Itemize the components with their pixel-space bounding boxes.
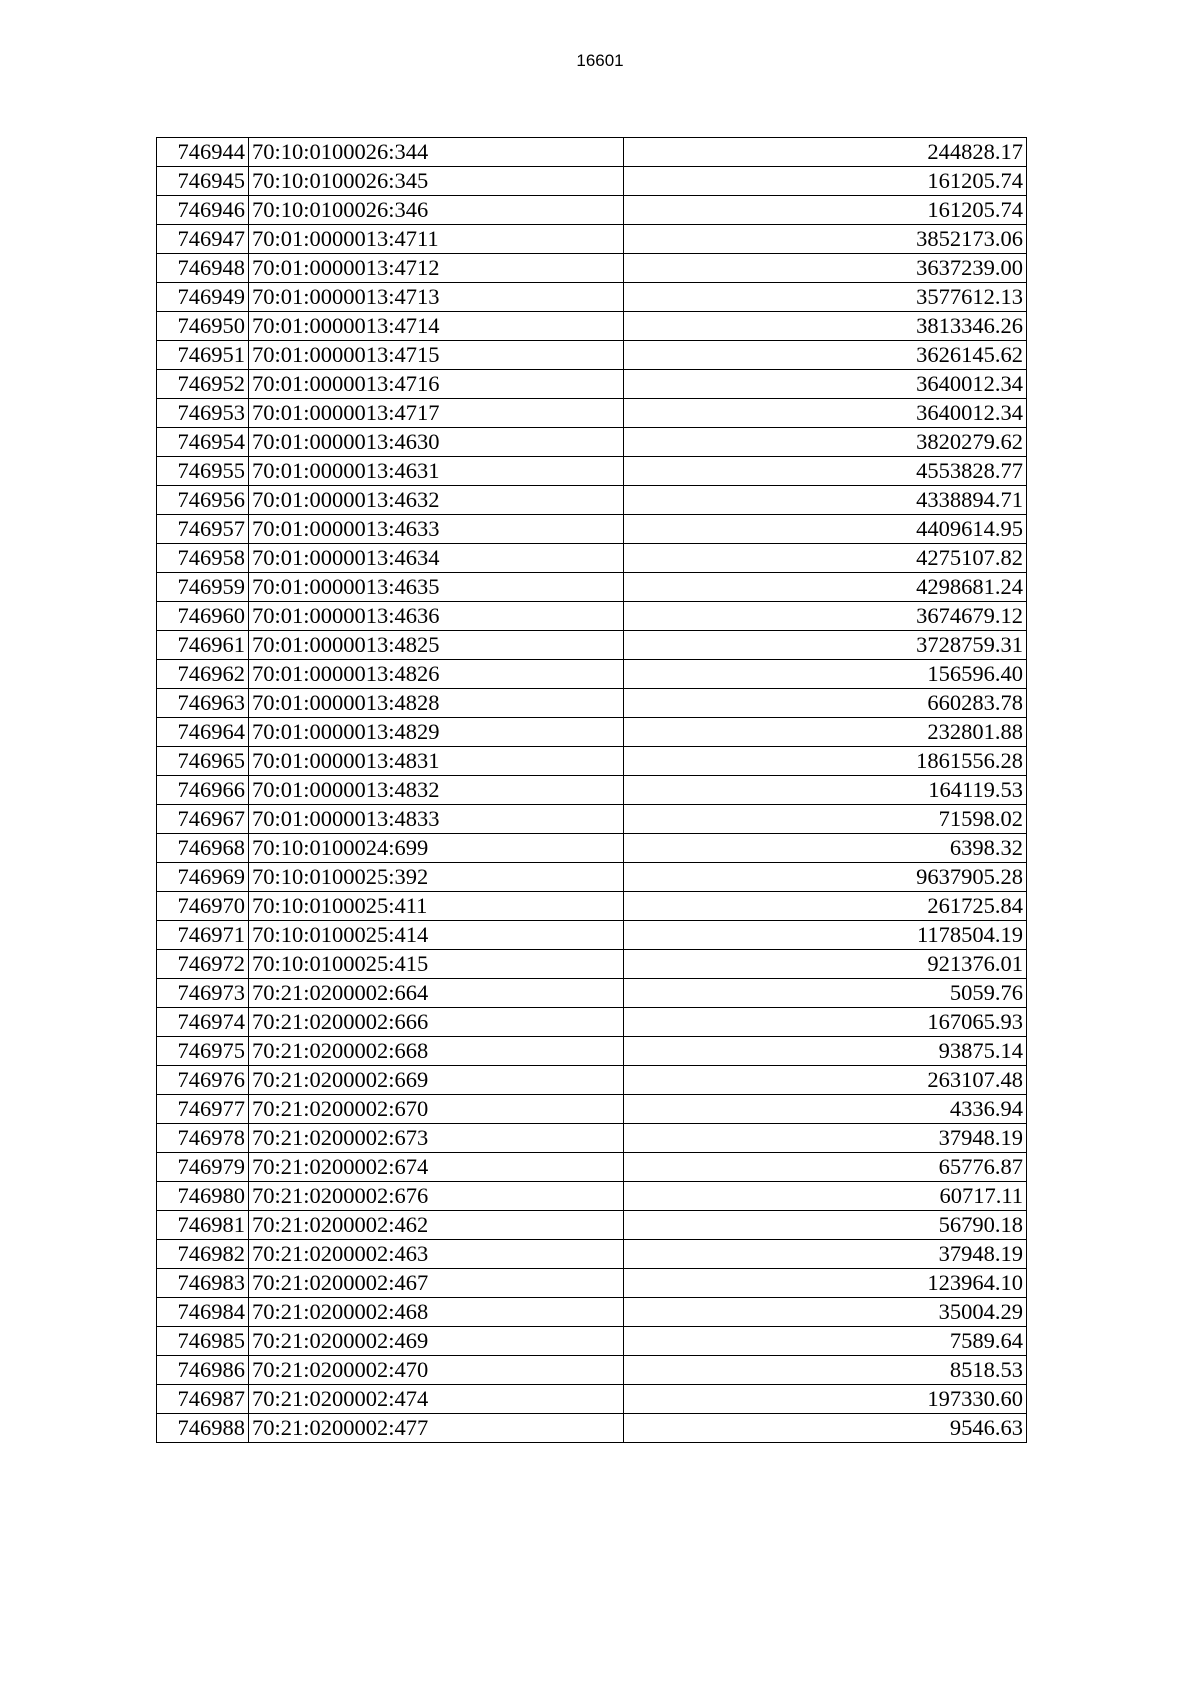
cadastral-number-cell: 70:01:0000013:4631 bbox=[249, 457, 624, 486]
table-row bbox=[157, 602, 1027, 631]
row-number-cell: 746956 bbox=[157, 486, 249, 515]
cadastral-value-cell: 3728759.31 bbox=[624, 631, 1027, 660]
cadastral-number-cell: 70:01:0000013:4717 bbox=[249, 399, 624, 428]
cadastral-number-cell: 70:21:0200002:670 bbox=[249, 1095, 624, 1124]
row-number-cell: 746948 bbox=[157, 254, 249, 283]
table-row bbox=[157, 457, 1027, 486]
cadastral-number-cell: 70:21:0200002:666 bbox=[249, 1008, 624, 1037]
row-number-cell: 746978 bbox=[157, 1124, 249, 1153]
table-row bbox=[157, 399, 1027, 428]
cadastral-value-cell: 164119.53 bbox=[624, 776, 1027, 805]
table-row bbox=[157, 718, 1027, 747]
table-row bbox=[157, 428, 1027, 457]
cadastral-value-cell: 1178504.19 bbox=[624, 921, 1027, 950]
row-number-cell: 746951 bbox=[157, 341, 249, 370]
cadastral-number-cell: 70:01:0000013:4828 bbox=[249, 689, 624, 718]
row-number-cell: 746982 bbox=[157, 1240, 249, 1269]
table-row bbox=[157, 1356, 1027, 1385]
cadastral-value-cell: 4409614.95 bbox=[624, 515, 1027, 544]
row-number-cell: 746947 bbox=[157, 225, 249, 254]
table-row bbox=[157, 544, 1027, 573]
cadastral-number-cell: 70:21:0200002:474 bbox=[249, 1385, 624, 1414]
row-number-cell: 746965 bbox=[157, 747, 249, 776]
row-number-cell: 746983 bbox=[157, 1269, 249, 1298]
cadastral-number-cell: 70:01:0000013:4829 bbox=[249, 718, 624, 747]
row-number-cell: 746975 bbox=[157, 1037, 249, 1066]
row-number-cell: 746972 bbox=[157, 950, 249, 979]
cadastral-number-cell: 70:21:0200002:468 bbox=[249, 1298, 624, 1327]
table-row bbox=[157, 1008, 1027, 1037]
cadastral-value-cell: 263107.48 bbox=[624, 1066, 1027, 1095]
row-number-cell: 746964 bbox=[157, 718, 249, 747]
cadastral-value-cell: 93875.14 bbox=[624, 1037, 1027, 1066]
cadastral-number-cell: 70:10:0100025:392 bbox=[249, 863, 624, 892]
cadastral-number-cell: 70:21:0200002:669 bbox=[249, 1066, 624, 1095]
table-row bbox=[157, 341, 1027, 370]
table-row bbox=[157, 254, 1027, 283]
row-number-cell: 746954 bbox=[157, 428, 249, 457]
cadastral-number-cell: 70:01:0000013:4712 bbox=[249, 254, 624, 283]
table-row bbox=[157, 660, 1027, 689]
cadastral-value-cell: 7589.64 bbox=[624, 1327, 1027, 1356]
cadastral-value-cell: 56790.18 bbox=[624, 1211, 1027, 1240]
cadastral-value-cell: 65776.87 bbox=[624, 1153, 1027, 1182]
row-number-cell: 746952 bbox=[157, 370, 249, 399]
row-number-cell: 746988 bbox=[157, 1414, 249, 1443]
row-number-cell: 746987 bbox=[157, 1385, 249, 1414]
row-number-cell: 746969 bbox=[157, 863, 249, 892]
cadastral-value-cell: 4553828.77 bbox=[624, 457, 1027, 486]
table-row bbox=[157, 979, 1027, 1008]
table-row bbox=[157, 747, 1027, 776]
row-number-cell: 746986 bbox=[157, 1356, 249, 1385]
cadastral-number-cell: 70:21:0200002:676 bbox=[249, 1182, 624, 1211]
table-row bbox=[157, 1037, 1027, 1066]
table-row bbox=[157, 950, 1027, 979]
cadastral-number-cell: 70:01:0000013:4714 bbox=[249, 312, 624, 341]
cadastral-number-cell: 70:01:0000013:4715 bbox=[249, 341, 624, 370]
cadastral-value-cell: 6398.32 bbox=[624, 834, 1027, 863]
cadastral-number-cell: 70:21:0200002:470 bbox=[249, 1356, 624, 1385]
cadastral-number-cell: 70:21:0200002:668 bbox=[249, 1037, 624, 1066]
cadastral-number-cell: 70:01:0000013:4630 bbox=[249, 428, 624, 457]
cadastral-number-cell: 70:01:0000013:4634 bbox=[249, 544, 624, 573]
cadastral-number-cell: 70:01:0000013:4716 bbox=[249, 370, 624, 399]
table-row bbox=[157, 921, 1027, 950]
row-number-cell: 746970 bbox=[157, 892, 249, 921]
cadastral-value-cell: 660283.78 bbox=[624, 689, 1027, 718]
cadastral-value-cell: 261725.84 bbox=[624, 892, 1027, 921]
cadastral-value-cell: 161205.74 bbox=[624, 196, 1027, 225]
cadastral-number-cell: 70:01:0000013:4711 bbox=[249, 225, 624, 254]
table-row bbox=[157, 515, 1027, 544]
table-row bbox=[157, 1182, 1027, 1211]
cadastral-number-cell: 70:21:0200002:467 bbox=[249, 1269, 624, 1298]
row-number-cell: 746963 bbox=[157, 689, 249, 718]
row-number-cell: 746958 bbox=[157, 544, 249, 573]
table-row bbox=[157, 1095, 1027, 1124]
row-number-cell: 746945 bbox=[157, 167, 249, 196]
table-row bbox=[157, 1153, 1027, 1182]
cadastral-value-cell: 9546.63 bbox=[624, 1414, 1027, 1443]
cadastral-number-cell: 70:10:0100025:414 bbox=[249, 921, 624, 950]
table-row bbox=[157, 689, 1027, 718]
cadastral-value-cell: 3640012.34 bbox=[624, 399, 1027, 428]
cadastral-value-cell: 921376.01 bbox=[624, 950, 1027, 979]
table-row bbox=[157, 892, 1027, 921]
table-row bbox=[157, 863, 1027, 892]
cadastral-value-cell: 8518.53 bbox=[624, 1356, 1027, 1385]
cadastral-number-cell: 70:21:0200002:463 bbox=[249, 1240, 624, 1269]
table-row bbox=[157, 1269, 1027, 1298]
cadastral-number-cell: 70:10:0100026:344 bbox=[249, 138, 624, 167]
row-number-cell: 746984 bbox=[157, 1298, 249, 1327]
cadastral-value-cell: 3820279.62 bbox=[624, 428, 1027, 457]
row-number-cell: 746971 bbox=[157, 921, 249, 950]
cadastral-number-cell: 70:21:0200002:664 bbox=[249, 979, 624, 1008]
row-number-cell: 746979 bbox=[157, 1153, 249, 1182]
cadastral-value-cell: 3852173.06 bbox=[624, 225, 1027, 254]
cadastral-value-cell: 5059.76 bbox=[624, 979, 1027, 1008]
cadastral-value-cell: 3640012.34 bbox=[624, 370, 1027, 399]
table-row bbox=[157, 834, 1027, 863]
row-number-cell: 746974 bbox=[157, 1008, 249, 1037]
table-row bbox=[157, 486, 1027, 515]
cadastral-value-cell: 161205.74 bbox=[624, 167, 1027, 196]
cadastral-value-cell: 37948.19 bbox=[624, 1240, 1027, 1269]
cadastral-value-cell: 167065.93 bbox=[624, 1008, 1027, 1037]
table-row bbox=[157, 1298, 1027, 1327]
row-number-cell: 746980 bbox=[157, 1182, 249, 1211]
row-number-cell: 746967 bbox=[157, 805, 249, 834]
table-row bbox=[157, 776, 1027, 805]
cadastral-value-table bbox=[156, 137, 1027, 1443]
cadastral-number-cell: 70:01:0000013:4632 bbox=[249, 486, 624, 515]
row-number-cell: 746966 bbox=[157, 776, 249, 805]
cadastral-number-cell: 70:21:0200002:477 bbox=[249, 1414, 624, 1443]
cadastral-number-cell: 70:01:0000013:4833 bbox=[249, 805, 624, 834]
cadastral-value-cell: 1861556.28 bbox=[624, 747, 1027, 776]
row-number-cell: 746968 bbox=[157, 834, 249, 863]
table-row bbox=[157, 370, 1027, 399]
row-number-cell: 746950 bbox=[157, 312, 249, 341]
cadastral-value-cell: 197330.60 bbox=[624, 1385, 1027, 1414]
table-row bbox=[157, 167, 1027, 196]
cadastral-value-cell: 156596.40 bbox=[624, 660, 1027, 689]
row-number-cell: 746977 bbox=[157, 1095, 249, 1124]
table-row bbox=[157, 283, 1027, 312]
row-number-cell: 746976 bbox=[157, 1066, 249, 1095]
table-body bbox=[157, 138, 1027, 1443]
cadastral-number-cell: 70:10:0100025:411 bbox=[249, 892, 624, 921]
cadastral-value-cell: 60717.11 bbox=[624, 1182, 1027, 1211]
table-row bbox=[157, 312, 1027, 341]
cadastral-number-cell: 70:01:0000013:4636 bbox=[249, 602, 624, 631]
cadastral-number-cell: 70:21:0200002:674 bbox=[249, 1153, 624, 1182]
cadastral-number-cell: 70:10:0100026:346 bbox=[249, 196, 624, 225]
row-number-cell: 746957 bbox=[157, 515, 249, 544]
table-row bbox=[157, 225, 1027, 254]
cadastral-number-cell: 70:21:0200002:673 bbox=[249, 1124, 624, 1153]
cadastral-number-cell: 70:01:0000013:4633 bbox=[249, 515, 624, 544]
cadastral-value-cell: 232801.88 bbox=[624, 718, 1027, 747]
cadastral-number-cell: 70:10:0100025:415 bbox=[249, 950, 624, 979]
row-number-cell: 746953 bbox=[157, 399, 249, 428]
table-row bbox=[157, 1385, 1027, 1414]
table-row bbox=[157, 196, 1027, 225]
cadastral-value-cell: 3813346.26 bbox=[624, 312, 1027, 341]
cadastral-value-cell: 4336.94 bbox=[624, 1095, 1027, 1124]
cadastral-value-cell: 4338894.71 bbox=[624, 486, 1027, 515]
row-number-cell: 746981 bbox=[157, 1211, 249, 1240]
cadastral-value-cell: 3626145.62 bbox=[624, 341, 1027, 370]
cadastral-number-cell: 70:10:0100026:345 bbox=[249, 167, 624, 196]
row-number-cell: 746944 bbox=[157, 138, 249, 167]
table-row bbox=[157, 1240, 1027, 1269]
cadastral-value-cell: 37948.19 bbox=[624, 1124, 1027, 1153]
row-number-cell: 746946 bbox=[157, 196, 249, 225]
cadastral-value-cell: 3674679.12 bbox=[624, 602, 1027, 631]
cadastral-number-cell: 70:01:0000013:4635 bbox=[249, 573, 624, 602]
row-number-cell: 746973 bbox=[157, 979, 249, 1008]
cadastral-number-cell: 70:01:0000013:4832 bbox=[249, 776, 624, 805]
cadastral-value-cell: 35004.29 bbox=[624, 1298, 1027, 1327]
cadastral-number-cell: 70:10:0100024:699 bbox=[249, 834, 624, 863]
row-number-cell: 746949 bbox=[157, 283, 249, 312]
cadastral-number-cell: 70:01:0000013:4825 bbox=[249, 631, 624, 660]
cadastral-number-cell: 70:21:0200002:469 bbox=[249, 1327, 624, 1356]
row-number-cell: 746959 bbox=[157, 573, 249, 602]
row-number-cell: 746962 bbox=[157, 660, 249, 689]
cadastral-number-cell: 70:01:0000013:4826 bbox=[249, 660, 624, 689]
table-row bbox=[157, 1327, 1027, 1356]
cadastral-value-cell: 4298681.24 bbox=[624, 573, 1027, 602]
cadastral-value-cell: 123964.10 bbox=[624, 1269, 1027, 1298]
table-row bbox=[157, 1066, 1027, 1095]
cadastral-number-cell: 70:01:0000013:4831 bbox=[249, 747, 624, 776]
cadastral-value-cell: 244828.17 bbox=[624, 138, 1027, 167]
cadastral-value-cell: 9637905.28 bbox=[624, 863, 1027, 892]
table-row bbox=[157, 573, 1027, 602]
page-number: 16601 bbox=[576, 51, 624, 70]
table-row bbox=[157, 1414, 1027, 1443]
table-row bbox=[157, 1211, 1027, 1240]
table-row bbox=[157, 631, 1027, 660]
table-row bbox=[157, 805, 1027, 834]
row-number-cell: 746961 bbox=[157, 631, 249, 660]
cadastral-number-cell: 70:21:0200002:462 bbox=[249, 1211, 624, 1240]
cadastral-value-cell: 71598.02 bbox=[624, 805, 1027, 834]
row-number-cell: 746955 bbox=[157, 457, 249, 486]
cadastral-number-cell: 70:01:0000013:4713 bbox=[249, 283, 624, 312]
cadastral-value-cell: 4275107.82 bbox=[624, 544, 1027, 573]
cadastral-value-cell: 3577612.13 bbox=[624, 283, 1027, 312]
row-number-cell: 746985 bbox=[157, 1327, 249, 1356]
row-number-cell: 746960 bbox=[157, 602, 249, 631]
cadastral-value-cell: 3637239.00 bbox=[624, 254, 1027, 283]
table-row bbox=[157, 1124, 1027, 1153]
table-row bbox=[157, 138, 1027, 167]
